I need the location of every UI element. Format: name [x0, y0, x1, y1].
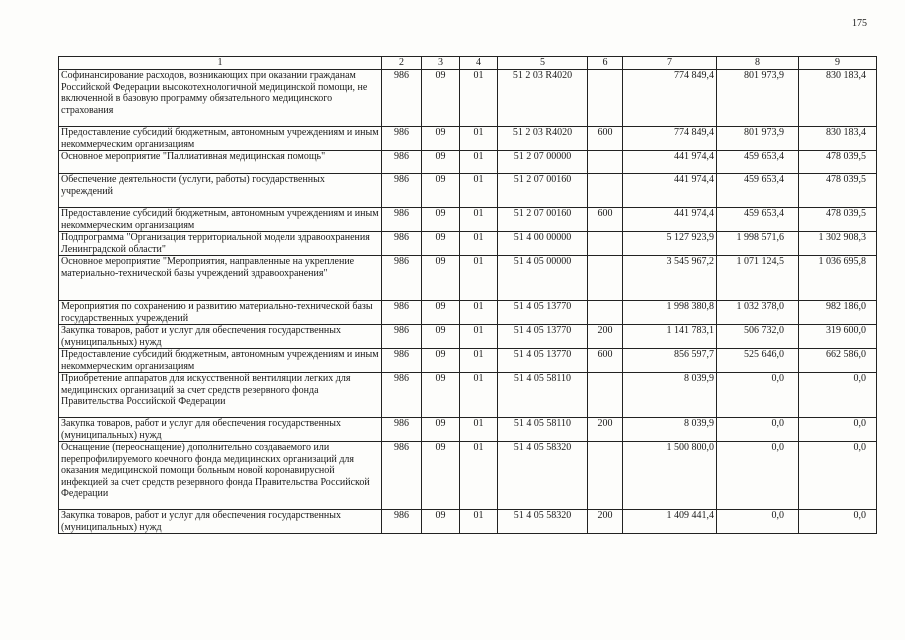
table-row: [59, 325, 877, 349]
expense-type-code: [588, 256, 623, 301]
row-name: Подпрограмма "Организация территориальной модели здравоохранения Ленинградской области": [59, 232, 382, 256]
admin-code: 986: [382, 256, 422, 301]
column-header: 4: [460, 57, 498, 70]
expense-type-code: 200: [588, 418, 623, 442]
table-row: [59, 256, 877, 301]
amount-year-3: 0,0: [799, 373, 877, 418]
amount-year-1: 1 141 783,1: [623, 325, 717, 349]
row-name: Мероприятия по сохранению и развитию материально-технической базы государственных учреждений: [59, 301, 382, 325]
subsection-code: 01: [460, 174, 498, 208]
admin-code: 986: [382, 325, 422, 349]
section-code: 09: [422, 510, 460, 534]
table-row: [59, 418, 877, 442]
row-name: Закупка товаров, работ и услуг для обеспечения государственных (муниципальных) нужд: [59, 325, 382, 349]
subsection-code: 01: [460, 232, 498, 256]
expense-type-code: [588, 232, 623, 256]
amount-year-1: 3 545 967,2: [623, 256, 717, 301]
amount-year-2: 0,0: [717, 373, 799, 418]
row-name: Закупка товаров, работ и услуг для обеспечения государственных (муниципальных) нужд: [59, 418, 382, 442]
amount-year-2: 459 653,4: [717, 151, 799, 174]
subsection-code: 01: [460, 301, 498, 325]
amount-year-3: 478 039,5: [799, 151, 877, 174]
subsection-code: 01: [460, 70, 498, 127]
section-code: 09: [422, 349, 460, 373]
column-header: 3: [422, 57, 460, 70]
table-row: [59, 127, 877, 151]
subsection-code: 01: [460, 256, 498, 301]
admin-code: 986: [382, 232, 422, 256]
amount-year-3: 0,0: [799, 442, 877, 510]
admin-code: 986: [382, 373, 422, 418]
table-row: [59, 301, 877, 325]
amount-year-2: 1 998 571,6: [717, 232, 799, 256]
section-code: 09: [422, 174, 460, 208]
column-header: 6: [588, 57, 623, 70]
section-code: 09: [422, 325, 460, 349]
amount-year-3: 830 183,4: [799, 127, 877, 151]
section-code: 09: [422, 208, 460, 232]
amount-year-3: 662 586,0: [799, 349, 877, 373]
expense-type-code: 200: [588, 325, 623, 349]
target-article-code: 51 4 05 58110: [498, 373, 588, 418]
section-code: 09: [422, 151, 460, 174]
admin-code: 986: [382, 127, 422, 151]
amount-year-3: 830 183,4: [799, 70, 877, 127]
table-row: [59, 70, 877, 127]
row-name: Софинансирование расходов, возникающих при оказании гражданам Российской Федерации высокотехнологичной медицинской помощи, не включенной в базовую программу обязательного медицинского страхования: [59, 70, 382, 127]
amount-year-1: 774 849,4: [623, 70, 717, 127]
row-name: Предоставление субсидий бюджетным, автономным учреждениям и иным некоммерческим организациям: [59, 127, 382, 151]
amount-year-3: 0,0: [799, 418, 877, 442]
expense-type-code: [588, 373, 623, 418]
amount-year-1: 1 409 441,4: [623, 510, 717, 534]
table-body: [59, 70, 877, 534]
admin-code: 986: [382, 442, 422, 510]
table-row: [59, 373, 877, 418]
amount-year-2: 525 646,0: [717, 349, 799, 373]
section-code: 09: [422, 232, 460, 256]
amount-year-3: 1 036 695,8: [799, 256, 877, 301]
column-header: 1: [59, 57, 382, 70]
amount-year-2: 506 732,0: [717, 325, 799, 349]
admin-code: 986: [382, 208, 422, 232]
page-number: 175: [852, 18, 867, 29]
subsection-code: 01: [460, 151, 498, 174]
expense-type-code: [588, 151, 623, 174]
admin-code: 986: [382, 174, 422, 208]
amount-year-3: 319 600,0: [799, 325, 877, 349]
table-row: [59, 349, 877, 373]
subsection-code: 01: [460, 510, 498, 534]
column-header: 7: [623, 57, 717, 70]
table-row: [59, 208, 877, 232]
target-article-code: 51 2 07 00000: [498, 151, 588, 174]
amount-year-3: 0,0: [799, 510, 877, 534]
table-row: [59, 232, 877, 256]
subsection-code: 01: [460, 373, 498, 418]
admin-code: 986: [382, 349, 422, 373]
section-code: 09: [422, 442, 460, 510]
row-name: Предоставление субсидий бюджетным, автономным учреждениям и иным некоммерческим организациям: [59, 208, 382, 232]
amount-year-1: 1 998 380,8: [623, 301, 717, 325]
amount-year-1: 8 039,9: [623, 373, 717, 418]
row-name: Основное мероприятие "Мероприятия, направленные на укрепление материально-технической базы учреждений здравоохранения": [59, 256, 382, 301]
amount-year-1: 8 039,9: [623, 418, 717, 442]
section-code: 09: [422, 256, 460, 301]
section-code: 09: [422, 301, 460, 325]
table-row: [59, 151, 877, 174]
amount-year-1: 774 849,4: [623, 127, 717, 151]
amount-year-1: 441 974,4: [623, 151, 717, 174]
target-article-code: 51 4 05 13770: [498, 301, 588, 325]
section-code: 09: [422, 127, 460, 151]
amount-year-2: 0,0: [717, 510, 799, 534]
row-name: Оснащение (переоснащение) дополнительно создаваемого или перепрофилируемого коечного фонда медицинских организаций для оказания медицинской помощи больным новой коронавирусной инфекцией за счет средств резервного фонда Правительства Российской Федерации: [59, 442, 382, 510]
amount-year-2: 801 973,9: [717, 70, 799, 127]
amount-year-2: 1 071 124,5: [717, 256, 799, 301]
column-header: 2: [382, 57, 422, 70]
amount-year-2: 801 973,9: [717, 127, 799, 151]
table-row: [59, 510, 877, 534]
admin-code: 986: [382, 151, 422, 174]
expense-type-code: 600: [588, 127, 623, 151]
row-name: Предоставление субсидий бюджетным, автономным учреждениям и иным некоммерческим организациям: [59, 349, 382, 373]
amount-year-1: 441 974,4: [623, 174, 717, 208]
table-row: [59, 174, 877, 208]
amount-year-3: 478 039,5: [799, 208, 877, 232]
target-article-code: 51 4 00 00000: [498, 232, 588, 256]
row-name: Обеспечение деятельности (услуги, работы) государственных учреждений: [59, 174, 382, 208]
amount-year-2: 459 653,4: [717, 174, 799, 208]
admin-code: 986: [382, 418, 422, 442]
subsection-code: 01: [460, 442, 498, 510]
amount-year-2: 1 032 378,0: [717, 301, 799, 325]
subsection-code: 01: [460, 208, 498, 232]
admin-code: 986: [382, 510, 422, 534]
expense-type-code: 600: [588, 208, 623, 232]
target-article-code: 51 4 05 13770: [498, 325, 588, 349]
expense-type-code: [588, 442, 623, 510]
target-article-code: 51 4 05 58320: [498, 442, 588, 510]
amount-year-2: 0,0: [717, 418, 799, 442]
target-article-code: 51 2 03 R4020: [498, 70, 588, 127]
admin-code: 986: [382, 70, 422, 127]
amount-year-3: 478 039,5: [799, 174, 877, 208]
column-header: 9: [799, 57, 877, 70]
expense-type-code: [588, 70, 623, 127]
budget-table: [58, 56, 877, 534]
subsection-code: 01: [460, 325, 498, 349]
amount-year-2: 459 653,4: [717, 208, 799, 232]
amount-year-3: 982 186,0: [799, 301, 877, 325]
target-article-code: 51 4 05 58110: [498, 418, 588, 442]
expense-type-code: 600: [588, 349, 623, 373]
target-article-code: 51 4 05 00000: [498, 256, 588, 301]
subsection-code: 01: [460, 349, 498, 373]
subsection-code: 01: [460, 127, 498, 151]
table-row: [59, 442, 877, 510]
row-name: Закупка товаров, работ и услуг для обеспечения государственных (муниципальных) нужд: [59, 510, 382, 534]
row-name: Основное мероприятие "Паллиативная медицинская помощь": [59, 151, 382, 174]
amount-year-3: 1 302 908,3: [799, 232, 877, 256]
section-code: 09: [422, 418, 460, 442]
column-header: 8: [717, 57, 799, 70]
target-article-code: 51 2 07 00160: [498, 208, 588, 232]
target-article-code: 51 2 07 00160: [498, 174, 588, 208]
section-code: 09: [422, 70, 460, 127]
subsection-code: 01: [460, 418, 498, 442]
expense-type-code: [588, 174, 623, 208]
section-code: 09: [422, 373, 460, 418]
target-article-code: 51 2 03 R4020: [498, 127, 588, 151]
expense-type-code: [588, 301, 623, 325]
amount-year-1: 1 500 800,0: [623, 442, 717, 510]
column-header: 5: [498, 57, 588, 70]
amount-year-1: 441 974,4: [623, 208, 717, 232]
amount-year-1: 5 127 923,9: [623, 232, 717, 256]
expense-type-code: 200: [588, 510, 623, 534]
target-article-code: 51 4 05 13770: [498, 349, 588, 373]
row-name: Приобретение аппаратов для искусственной вентиляции легких для медицинских организаций за счет средств резервного фонда Правительства Российской Федерации: [59, 373, 382, 418]
target-article-code: 51 4 05 58320: [498, 510, 588, 534]
amount-year-2: 0,0: [717, 442, 799, 510]
header-row: [59, 57, 877, 70]
amount-year-1: 856 597,7: [623, 349, 717, 373]
admin-code: 986: [382, 301, 422, 325]
